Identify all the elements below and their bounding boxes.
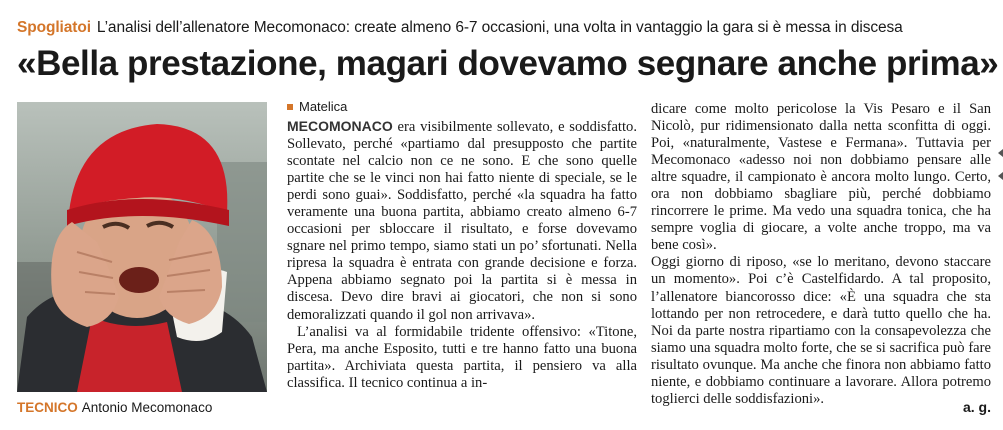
caption-label: TECNICO (17, 400, 78, 415)
paragraph: L’analisi va al formidabile tridente offensivo: «Titone, Pera, ma anche Esposito, tutti e tre hanno fatto una buona partita». Archiviata questa partita, il pensiero va alla classifica. Il tecnico continua a in- (287, 323, 637, 391)
paragraph: Oggi giorno di riposo, «se lo meritano, devono staccare un momento». Poi c’è Castelfidardo. A tal proposito, l’allenatore biancorosso dice: «È una squadra che sta lottando per non retrocedere, e darà tutto quello che ha. Noi da parte nostra ripartiamo con la consapevolezza che siamo una squadra molto forte, che se si sacrifica può fare risultato ovunque. Ma anche che finora non abbiamo fatto niente, e dobbiamo continuare a lavorare. Allora potremo toglierci delle soddisfazioni». (651, 254, 991, 407)
photo-caption (17, 400, 212, 415)
author-signature: a. g. (962, 399, 991, 415)
dateline-text: Matelica (299, 99, 348, 114)
section-tag: Spogliatoi (17, 19, 91, 36)
paragraph: dicare come molto pericolose la Vis Pesaro e il San Nicolò, pur ridimensionato dalla netta sconfitta di oggi. Poi, «naturalmente, Vastese e Fermana». Tuttavia per Mecomonaco «adesso noi non dobbiamo pensare alle altre squadre, il campionato è ancora molto lungo. Certo, ora non dobbiamo sbagliare più, perché dobbiamo rincorrere le prime. Ma vedo una squadra tonica, che ha sempre voglia di giocare, a volte anche troppo, ma va bene così». (651, 101, 991, 254)
kicker-text: L’analisi dell’allenatore Mecomonaco: create almeno 6-7 occasioni, una volta in vantaggio la gara si è messa in discesa (96, 19, 903, 36)
dateline (287, 99, 347, 114)
paragraph (287, 118, 637, 324)
paragraph-text: era visibilmente sollevato, e soddisfatto. Sollevato, perché «partiamo dal presupposto che partite scontate nel calcio non ce ne sono. E che sono quelle partite che se le vinci non hai fatto niente di speciale, se le perdi sono guai». Soddisfatto, perché «la squadra ha fatto veramente una buona partita, abbiamo creato almeno 6-7 occasioni per sbloccare il risultato, e forse dovevamo sgnare nel primo tempo, siamo stati un po’ sfortunati. Nella ripresa la squadra è entrata con grande decisione e forza. Appena abbiamo segnato poi la partita si è messa in discesa. Devo dire bravi ai giocatori, che non si sono demoralizzati quando il gol non arrivava». (287, 119, 637, 323)
coach-photo (17, 102, 267, 392)
article-headline: «Bella prestazione, magari dovevamo segnare anche prima» (17, 44, 999, 83)
article-column-2 (651, 101, 991, 408)
caption-name: Antonio Mecomonaco (81, 400, 213, 415)
arrow-left-icon (998, 149, 1003, 157)
article-column-1 (287, 118, 637, 392)
lead-name: MECOMONACO (287, 118, 393, 134)
dateline-square-icon (287, 104, 293, 110)
coach-photo-illustration (17, 102, 267, 392)
arrow-left-icon (998, 172, 1003, 180)
article-kicker (17, 19, 903, 37)
